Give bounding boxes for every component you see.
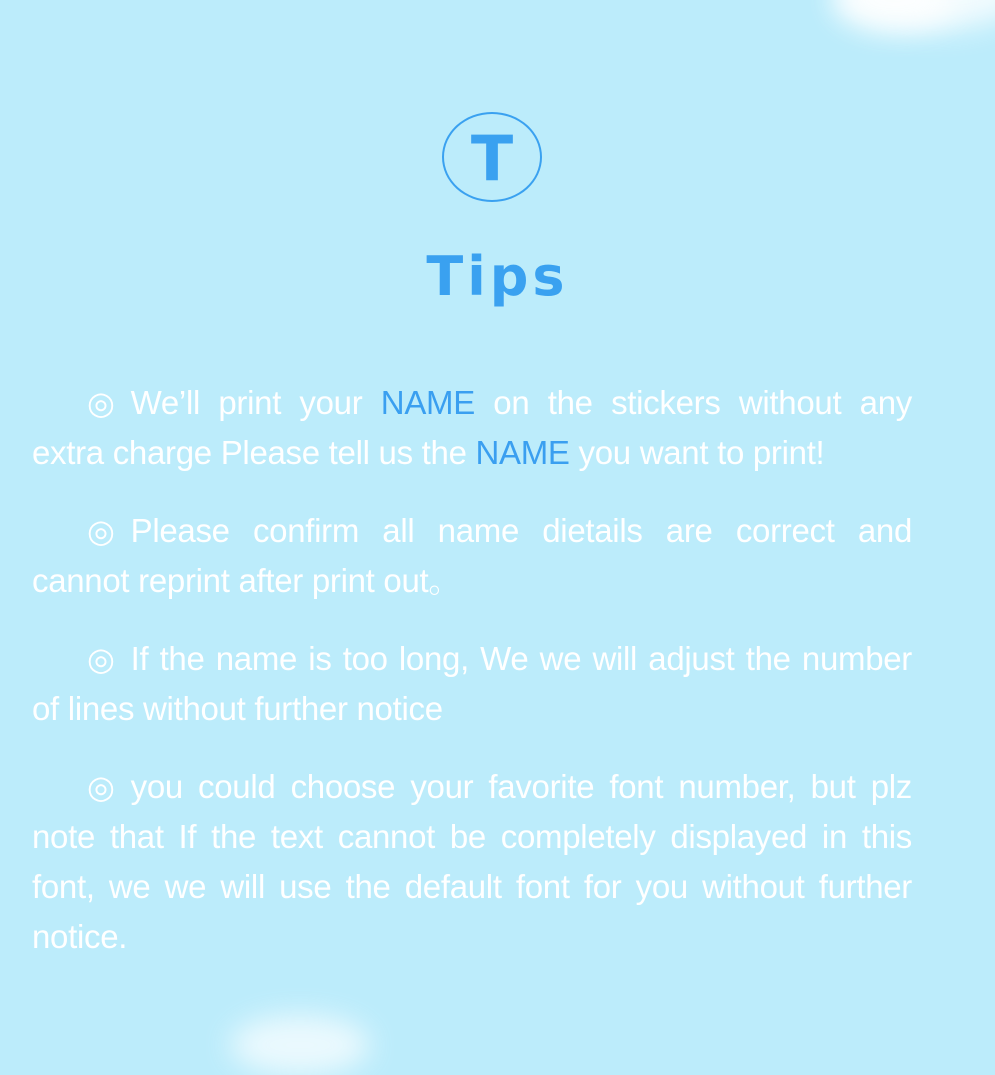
tips-logo-icon [442, 112, 542, 202]
tip-item [32, 378, 912, 478]
page-title: Tips [426, 245, 569, 308]
tip-item [32, 762, 912, 962]
name-highlight: NAME [380, 384, 475, 421]
tip-text: If the name is too long, We we will adjust the number of lines without further notice [32, 640, 912, 727]
cloud-decoration [230, 1015, 370, 1075]
logo-letter: T [470, 122, 514, 195]
tips-list [32, 378, 912, 990]
bullet-circle-icon: ◎ [87, 769, 115, 805]
tip-text: Please confirm all name dietails are correct and cannot reprint after print out。 [32, 512, 912, 599]
tip-text: on the stickers without any extra charge Please tell us the [32, 384, 912, 471]
tip-text: you could choose your favorite font number, but plz note that If the text cannot be completely displayed in this font, we we will use the default font for you without further notice. [32, 768, 912, 955]
bullet-circle-icon: ◎ [87, 385, 115, 421]
tip-text: We’ll print your [130, 384, 381, 421]
bullet-circle-icon: ◎ [87, 641, 115, 677]
tip-item [32, 506, 912, 606]
bullet-circle-icon: ◎ [87, 513, 115, 549]
name-highlight: NAME [475, 434, 570, 471]
tip-item [32, 634, 912, 734]
tip-text: you want to print! [569, 434, 825, 471]
